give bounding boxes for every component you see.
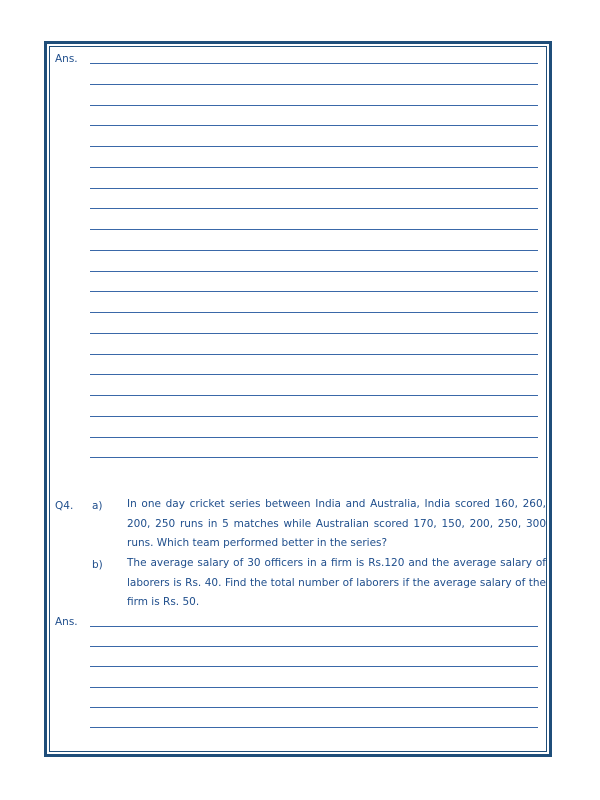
answer-line[interactable]: [90, 229, 538, 230]
part-b-label: b): [92, 559, 103, 571]
part-a-label: a): [92, 500, 103, 512]
question-number: Q4.: [55, 500, 74, 512]
answer-line[interactable]: [90, 63, 538, 64]
answer-line[interactable]: [90, 333, 538, 334]
answer-line[interactable]: [90, 291, 538, 292]
answer-line[interactable]: [90, 437, 538, 438]
answer-line[interactable]: [90, 105, 538, 106]
answer-line[interactable]: [90, 208, 538, 209]
answer-line[interactable]: [90, 457, 538, 458]
answer-line[interactable]: [90, 188, 538, 189]
answer-line[interactable]: [90, 395, 538, 396]
answer-line[interactable]: [90, 626, 538, 627]
answer-label-1: Ans.: [55, 53, 78, 65]
answer-line[interactable]: [90, 146, 538, 147]
answer-line[interactable]: [90, 727, 538, 728]
answer-line[interactable]: [90, 646, 538, 647]
answer-line[interactable]: [90, 416, 538, 417]
part-b-text: The average salary of 30 officers in a firm is Rs.120 and the average salary of laborers is Rs. 40. Find the total number of laborers if the average salary of the firm is Rs. 50.: [127, 557, 546, 608]
answer-line[interactable]: [90, 354, 538, 355]
answer-line[interactable]: [90, 167, 538, 168]
answer-line[interactable]: [90, 687, 538, 688]
answer-line[interactable]: [90, 84, 538, 85]
answer-line[interactable]: [90, 707, 538, 708]
answer-line[interactable]: [90, 271, 538, 272]
answer-line[interactable]: [90, 374, 538, 375]
answer-line[interactable]: [90, 666, 538, 667]
answer-line[interactable]: [90, 250, 538, 251]
answer-line[interactable]: [90, 312, 538, 313]
part-a-text: In one day cricket series between India and Australia, India scored 160, 260, 200, 250 runs in 5 matches while Australian scored 170, 150, 200, 250, 300 runs. Which team performed better in the series?: [127, 498, 546, 549]
answer-line[interactable]: [90, 125, 538, 126]
answer-label-2: Ans.: [55, 616, 78, 628]
